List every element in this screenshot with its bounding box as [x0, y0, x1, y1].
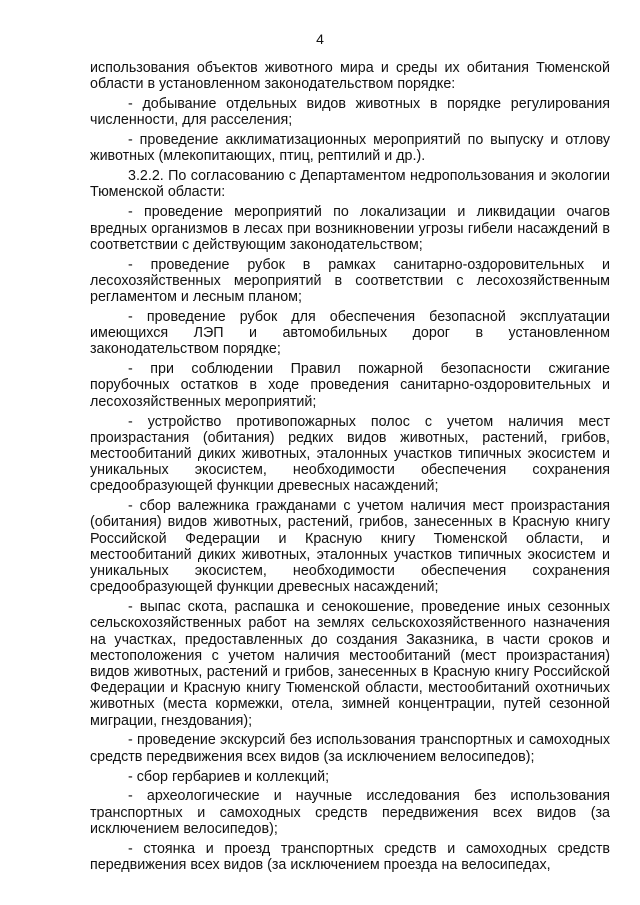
- list-item: - проведение рубок для обеспечения безопасной эксплуатации имеющихся ЛЭП и автомобильных дорог в установленном законодательством порядке;: [90, 308, 610, 358]
- page-number: 4: [316, 31, 324, 47]
- document-body: [90, 60, 610, 877]
- list-item: - стоянка и проезд транспортных средств и самоходных средств передвижения всех видов (за исключением проезда на велосипедах,: [90, 840, 610, 873]
- list-item: - проведение акклиматизационных мероприятий по выпуску и отлову животных (млекопитающих, птиц, рептилий и др.).: [90, 132, 610, 165]
- list-item: - сбор гербариев и коллекций;: [128, 768, 330, 785]
- list-item: - при соблюдении Правил пожарной безопасности сжигание порубочных остатков в ходе проведения санитарно-оздоровительных и лесохозяйственных мероприятий;: [90, 361, 610, 410]
- list-item: - сбор валежника гражданами с учетом наличия мест произрастания (обитания) видов животных, растений, грибов, занесенных в Красную книгу Российской Федерации и Красную книгу Тюменской области, и местообитаний диких животных, эталонных участков типичных экосистем и уникальных экосистем, необходимости обеспечения сохранения средообразующей функции древесных насаждений;: [90, 498, 610, 596]
- list-item: - археологические и научные исследования без использования транспортных и самоходных средств передвижения всех видов (за исключением велосипедов);: [90, 788, 610, 837]
- list-item: - выпас скота, распашка и сенокошение, проведение иных сезонных сельскохозяйственных работ на землях сельскохозяйственного назначения на участках, предоставленных до создания Заказника, в части сроков и местоположения с учетом наличия местообитаний (мест произрастания) видов животных, растений и грибов, занесенных в Красную книгу Российской Федерации и Красную книгу Тюменской области, местообитаний охотничьих животных (места кормежки, отела, зимней концентрации, путей сезонной миграции, гнездования);: [90, 599, 610, 729]
- list-item: - добывание отдельных видов животных в порядке регулирования численности, для расселения;: [90, 96, 610, 129]
- list-item: - устройство противопожарных полос с учетом наличия мест произрастания (обитания) редких видов животных, растений, грибов, местообитаний диких животных, эталонных участков типичных экосистем и уникальных экосистем, необходимости обеспечения сохранения средообразующей функции древесных насаждений;: [90, 413, 610, 495]
- paragraph-continuation: использования объектов животного мира и среды их обитания Тюменской области в установленном законодательством порядке:: [90, 60, 610, 93]
- list-item: - проведение экскурсий без использования транспортных и самоходных средств передвижения всех видов (за исключением велосипедов);: [90, 732, 610, 765]
- list-item: - проведение рубок в рамках санитарно-оздоровительных и лесохозяйственных мероприятий в соответствии с лесохозяйственным регламентом и лесным планом;: [90, 256, 610, 306]
- list-item: - проведение мероприятий по локализации и ликвидации очагов вредных организмов в лесах при возникновении угрозы гибели насаждений в соответствии с действующим законодательством;: [90, 204, 610, 253]
- section-clause: 3.2.2. По согласованию с Департаментом недропользования и экологии Тюменской области:: [90, 168, 610, 201]
